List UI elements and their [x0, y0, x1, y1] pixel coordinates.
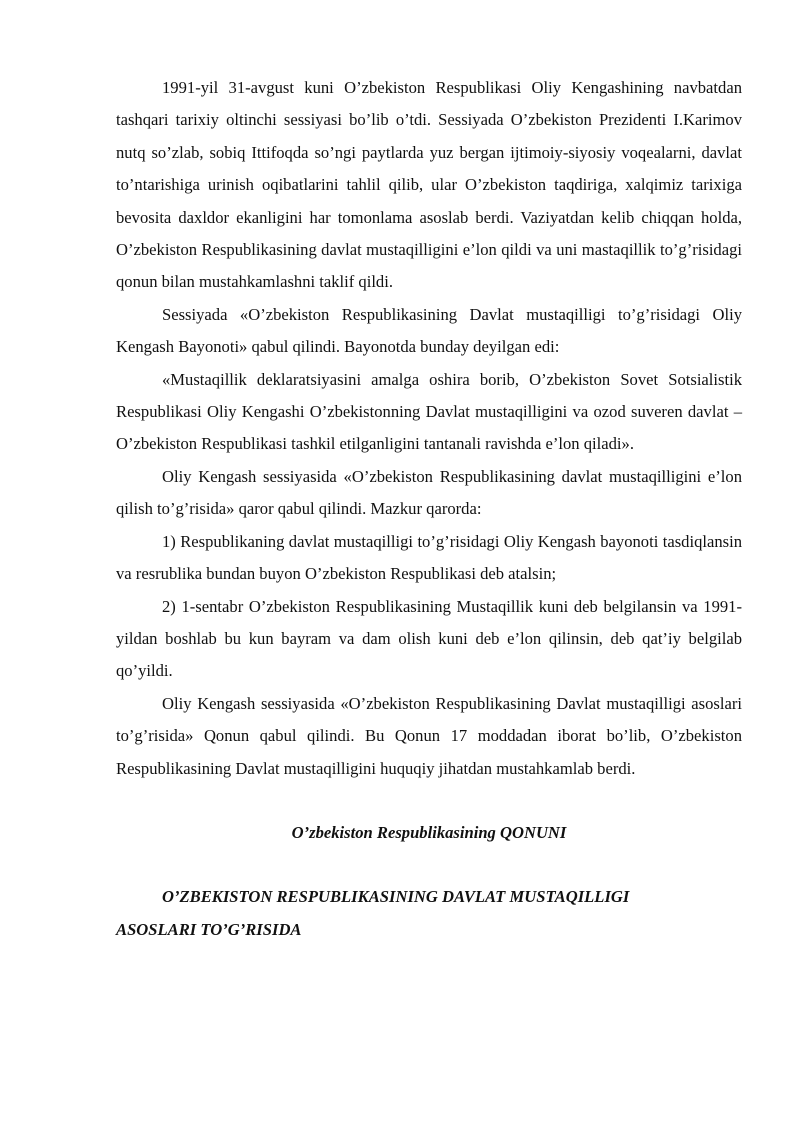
- paragraph-statement-adopted: Sessiyada «O’zbekiston Respublikasining Davlat mustaqilligi to’g’risidagi Oliy Kengash Bayonoti» qabul qilindi. Bayonotda bunday deyilgan edi:: [116, 304, 742, 357]
- law-title-line-1: O’ZBEKISTON RESPUBLIKASINING DAVLAT MUSTAQILLIGI: [162, 887, 630, 907]
- law-title-line-2: ASOSLARI TO’G’RISIDA: [116, 919, 302, 939]
- paragraph-law-adopted: Oliy Kengash sessiyasida «O’zbekiston Respublikasining Davlat mustaqilligi asoslari to’g’risida» Qonun qabul qilindi. Bu Qonun 17 moddadan iborat bo’lib, O’zbekiston Respublikasining Davlat mustaqilligini huquqiy jihatdan mustahkamlab berdi.: [116, 693, 742, 778]
- list-item-resolution-1: 1) Respublikaning davlat mustaqilligi to’g’risidagi Oliy Kengash bayonoti tasdiqlansin va resrublika bundan buyon O’zbekiston Respublikasi deb atalsin;: [116, 531, 742, 584]
- spacer: [116, 785, 742, 817]
- spacer: [116, 849, 742, 881]
- list-item-resolution-2: 2) 1-sentabr O’zbekiston Respublikasining Mustaqillik kuni deb belgilansin va 1991-yildan boshlab bu kun bayram va dam olish kuni deb e’lon qilinsin, deb qat’iy belgilab qo’yildi.: [116, 596, 742, 681]
- paragraph-session-intro: 1991-yil 31-avgust kuni O’zbekiston Respublikasi Oliy Kengashining navbatdan tashqari tarixiy oltinchi sessiyasi bo’lib o’tdi. Sessiyada O’zbekiston Prezidenti I.Karimov nutq so’zlab, sobiq Ittifoqda so’ngi paytlarda yuz bergan ijtimoiy-siyosiy voqealarni, davlat to’ntarishiga urinish oqibatlarini tahlil qilib, ular O’zbekiston taqdiriga, xalqimiz tarixiga bevosita daxldor ekanligini har tomonlama asoslab berdi. Vaziyatdan kelib chiqqan holda, O’zbekiston Respublikasining davlat mustaqilligini e’lon qildi va uni mastaqillik to’g’risidagi qonun bilan mustahkamlashni taklif qildi.: [116, 78, 742, 292]
- paragraph-resolution: Oliy Kengash sessiyasida «O’zbekiston Respublikasining davlat mustaqilligini e’lon qilish to’g’risida» qaror qabul qilindi. Mazkur qarorda:: [116, 466, 742, 519]
- paragraph-statement-quote: «Mustaqillik deklaratsiyasini amalga oshira borib, O’zbekiston Sovet Sotsialistik Respublikasi Oliy Kengashi O’zbekistonning Davlat mustaqilligini va ozod suveren davlat – O’zbekiston Respublikasi tashkil etilganligini tantanali ravishda e’lon qiladi».: [116, 369, 742, 454]
- section-title: O’zbekiston Respublikasining QONUNI: [291, 822, 567, 842]
- document-page: [116, 72, 742, 946]
